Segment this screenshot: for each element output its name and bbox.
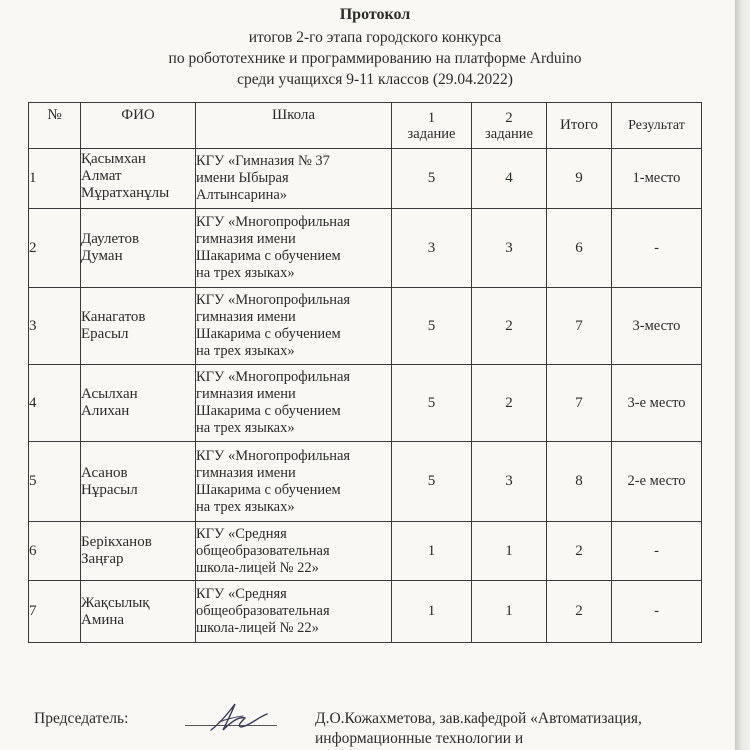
col-header-stage-2 [472,103,547,149]
document-title: Протокол [339,6,411,23]
name-line: Думан [81,248,123,264]
stage-1-score: 1 [392,522,472,581]
school-line: общеобразовательная [196,603,330,619]
header-row [29,103,702,149]
school-line: КГУ «Средняя [196,586,287,602]
name-line: Канагатов [81,309,146,325]
school-line: Шакарима с обучением [196,326,341,342]
stage-1-score: 1 [392,581,472,643]
school-name [196,442,392,522]
school-line: КГУ «Средняя [196,525,287,542]
col-header-school: Школа [196,103,392,149]
total-score: 9 [547,149,612,209]
result-place: - [612,522,702,581]
result-place: 2-е место [612,442,702,522]
document-footer [0,700,750,750]
col-header-number: № [29,103,81,149]
stage-1-word: задание [407,125,456,142]
participant-name [81,365,196,442]
stage-2-score: 4 [472,149,547,209]
school-line: КГУ «Многопрофильная [196,214,351,230]
total-score: 6 [547,209,612,288]
participant-name [81,581,196,643]
col-header-fio: ФИО [81,103,196,149]
row-number: 1 [29,149,81,209]
name-line: Берікханов [81,534,152,550]
school-line: гимназия имени [196,309,296,325]
result-place: - [612,209,702,288]
stage-2-score: 2 [472,288,547,365]
total-score: 8 [547,442,612,522]
school-line: КГУ «Многопрофильная [196,447,351,464]
page-edge-shadow [735,0,750,750]
school-line: Алтынсарина» [196,187,288,203]
row-number: 6 [29,522,81,581]
name-line: Мұратханұлы [81,185,170,201]
row-number: 7 [29,581,81,643]
table-row [29,288,702,365]
stage-1-score: 5 [392,365,472,442]
stage-2-word: задание [485,125,533,142]
row-number: 2 [29,209,81,288]
school-name [196,209,392,288]
name-line: Заңғар [81,551,124,567]
school-name [196,288,392,365]
subtitle-line-2: по робототехнике и программированию на платформе Arduino [168,50,582,67]
stage-2-score: 3 [472,442,547,522]
table-row [29,581,702,643]
table-row [29,442,702,522]
table-row [29,209,702,288]
school-line: Шакарима с обучением [196,248,341,264]
table-row [29,365,702,442]
participant-name [81,442,196,522]
stage-2-number: 2 [505,109,513,126]
participant-name [81,522,196,581]
name-line: Ерасыл [81,326,129,342]
school-name [196,365,392,442]
name-line: Даулетов [81,231,140,247]
handwritten-signature [205,700,275,734]
stage-2-score: 1 [472,522,547,581]
school-line: КГУ «Многопрофильная [196,369,351,385]
school-line: имени Ыбырая [196,170,289,186]
total-score: 7 [547,288,612,365]
school-line: на трех языках» [196,420,295,436]
school-line: КГУ «Гимназия № 37 [196,153,330,169]
stage-1-score: 3 [392,209,472,288]
school-line: гимназия имени [196,386,296,402]
stage-1-number: 1 [427,109,436,126]
subtitle-line-1: итогов 2-го этапа городского конкурса [248,29,502,46]
table-row [29,522,702,581]
stage-1-score: 5 [392,442,472,522]
school-name [196,522,392,581]
stage-2-score: 3 [472,209,547,288]
row-number: 3 [29,288,81,365]
name-line: Алмат [81,168,122,184]
name-line: Алихан [81,403,130,419]
total-score: 2 [547,581,612,643]
school-line: Шакарима с обучением [196,481,341,498]
school-line: гимназия имени [196,231,296,247]
school-line: гимназия имени [196,464,296,481]
name-line: Асанов [81,464,128,481]
result-place: 1-место [612,149,702,209]
school-line: на трех языках» [196,498,295,515]
school-line: Шакарима с обучением [196,403,341,419]
participant-name [81,288,196,365]
stage-1-score: 5 [392,288,472,365]
subtitle-line-3: среди учащихся 9-11 классов (29.04.2022) [237,71,513,88]
total-score: 2 [547,522,612,581]
stage-1-score: 5 [392,149,472,209]
school-line: школа-лицей № 22» [196,559,319,576]
col-header-stage-1 [392,103,472,149]
participant-name [81,149,196,209]
name-line: Қасымхан [81,151,146,167]
result-place: 3-е место [612,365,702,442]
col-header-total: Итого [547,103,612,149]
result-place: - [612,581,702,643]
school-line: общеобразовательная [196,542,330,559]
school-line: школа-лицей № 22» [196,620,319,636]
results-table [28,102,702,643]
school-line: КГУ «Многопрофильная [196,292,351,308]
stage-2-score: 2 [472,365,547,442]
school-name [196,581,392,643]
stage-2-score: 1 [472,581,547,643]
row-number: 4 [29,365,81,442]
school-line: на трех языках» [196,265,295,281]
school-name [196,149,392,209]
chair-name: Д.О.Кожахметова, зав.кафедрой «Автоматизация, [315,710,642,727]
name-line: Жақсылық [81,594,150,611]
result-place: 3-место [612,288,702,365]
row-number: 5 [29,442,81,522]
name-line: Амина [81,611,125,628]
name-line: Нұрасыл [81,481,138,498]
col-header-result: Результат [612,103,702,149]
chair-label: Председатель: [34,710,129,727]
school-line: на трех языках» [196,343,295,359]
total-score: 7 [547,365,612,442]
participant-name [81,209,196,288]
name-line: Асылхан [81,386,138,402]
chair-name-continued: информационные технологии и [315,730,524,747]
table-row [29,149,702,209]
